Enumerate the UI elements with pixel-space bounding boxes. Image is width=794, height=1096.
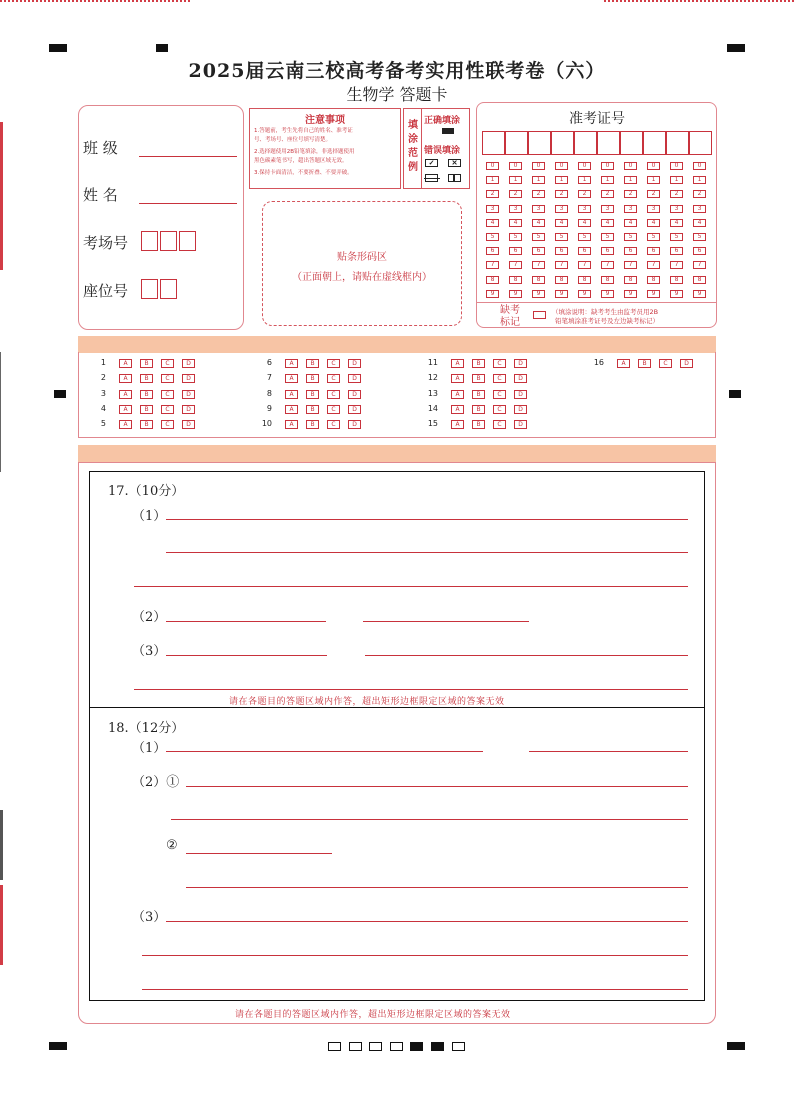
barcode-title: 贴条形码区 bbox=[337, 252, 387, 263]
notice-box bbox=[249, 108, 401, 189]
mc-option-bubble[interactable]: C bbox=[327, 405, 340, 414]
wrong-fill-cross-icon: ✕ bbox=[448, 159, 461, 167]
exam-id-bubble[interactable]: 1 bbox=[693, 176, 706, 184]
q18-sub2b-label: ② bbox=[166, 838, 178, 853]
exam-id-bubble[interactable]: 9 bbox=[555, 290, 568, 298]
wrong-fill-label: 错误填涂 bbox=[424, 146, 461, 156]
exam-id-bubble[interactable]: 6 bbox=[647, 247, 660, 255]
mc-option-bubble[interactable]: C bbox=[493, 374, 506, 383]
mc-question-number: 6 bbox=[266, 358, 272, 367]
q18-sub1-label: （1） bbox=[132, 741, 167, 756]
exam-id-bubble[interactable]: 2 bbox=[693, 190, 706, 198]
name-field[interactable] bbox=[139, 203, 237, 204]
exam-id-bubble[interactable]: 3 bbox=[693, 205, 706, 213]
mc-option-bubble[interactable]: B bbox=[472, 390, 485, 399]
exam-id-bubble[interactable]: 9 bbox=[578, 290, 591, 298]
notice-item: 号、考场号、座位号填写清楚。 bbox=[254, 137, 332, 143]
exam-id-bubble[interactable]: 8 bbox=[624, 276, 637, 284]
exam-id-bubble[interactable]: 6 bbox=[601, 247, 614, 255]
exam-id-bubble[interactable]: 8 bbox=[509, 276, 522, 284]
exam-id-bubble[interactable]: 4 bbox=[532, 219, 545, 227]
exam-id-bubble[interactable]: 1 bbox=[578, 176, 591, 184]
q17-3-line-2[interactable] bbox=[365, 655, 688, 656]
mc-option-bubble[interactable]: D bbox=[348, 405, 361, 414]
exam-id-bubble[interactable]: 7 bbox=[693, 261, 706, 269]
wrong-fill-partial-icon bbox=[448, 174, 461, 182]
exam-id-bubble[interactable]: 6 bbox=[693, 247, 706, 255]
exam-id-bubble[interactable]: 3 bbox=[555, 205, 568, 213]
exam-id-bubble[interactable]: 2 bbox=[601, 190, 614, 198]
exam-id-bubble[interactable]: 7 bbox=[578, 261, 591, 269]
exam-id-bubble[interactable]: 8 bbox=[647, 276, 660, 284]
mc-option-bubble[interactable]: B bbox=[140, 405, 153, 414]
mc-option-bubble[interactable]: B bbox=[306, 420, 319, 429]
mc-option-bubble[interactable]: D bbox=[514, 405, 527, 414]
exam-id-bubble[interactable]: 0 bbox=[647, 162, 660, 170]
exam-id-bubble[interactable]: 0 bbox=[693, 162, 706, 170]
exam-id-bubble[interactable]: 4 bbox=[601, 219, 614, 227]
exam-id-digit-cell[interactable] bbox=[482, 131, 505, 155]
mc-option-bubble[interactable]: A bbox=[285, 405, 298, 414]
exam-id-digit-cell[interactable] bbox=[643, 131, 666, 155]
q17-2-line-1[interactable] bbox=[166, 621, 326, 622]
mc-option-bubble[interactable]: B bbox=[472, 359, 485, 368]
fill-example-box bbox=[403, 108, 470, 189]
mc-option-bubble[interactable]: D bbox=[182, 359, 195, 368]
exam-id-bubble[interactable]: 0 bbox=[532, 162, 545, 170]
mc-option-bubble[interactable]: D bbox=[348, 390, 361, 399]
exam-id-bubble[interactable]: 5 bbox=[647, 233, 660, 241]
mc-option-bubble[interactable]: A bbox=[119, 390, 132, 399]
mc-question-number: 11 bbox=[427, 358, 438, 367]
mc-option-bubble[interactable]: C bbox=[327, 359, 340, 368]
registration-mark-tl bbox=[49, 44, 67, 52]
mc-option-bubble[interactable]: B bbox=[638, 359, 651, 368]
mc-option-bubble[interactable]: D bbox=[348, 359, 361, 368]
mc-question-number: 15 bbox=[427, 419, 438, 429]
mc-option-bubble[interactable]: D bbox=[182, 420, 195, 429]
mc-option-bubble[interactable]: C bbox=[161, 374, 174, 383]
mc-option-bubble[interactable]: D bbox=[514, 420, 527, 429]
mc-question-number: 12 bbox=[427, 373, 438, 383]
registration-mark-bl bbox=[49, 1042, 67, 1050]
q17-1-line-3[interactable] bbox=[134, 586, 688, 587]
exam-id-bubble[interactable]: 5 bbox=[670, 233, 683, 241]
mc-option-bubble[interactable]: A bbox=[451, 405, 464, 414]
registration-mark-tr bbox=[727, 44, 745, 52]
mc-option-bubble[interactable]: B bbox=[306, 359, 319, 368]
exam-id-bubble[interactable]: 2 bbox=[578, 190, 591, 198]
q18-2-line-1[interactable] bbox=[186, 786, 688, 787]
page-indicator-4 bbox=[390, 1042, 403, 1051]
mc-option-bubble[interactable]: C bbox=[493, 390, 506, 399]
exam-id-bubble[interactable]: 2 bbox=[555, 190, 568, 198]
mc-option-bubble[interactable]: C bbox=[161, 420, 174, 429]
exam-id-bubble[interactable]: 9 bbox=[509, 290, 522, 298]
exam-id-bubble[interactable]: 6 bbox=[670, 247, 683, 255]
mc-option-bubble[interactable]: C bbox=[493, 420, 506, 429]
exam-id-bubble[interactable]: 1 bbox=[601, 176, 614, 184]
mc-option-bubble[interactable]: D bbox=[182, 390, 195, 399]
page-indicator-1 bbox=[328, 1042, 341, 1051]
mc-option-bubble[interactable]: A bbox=[119, 405, 132, 414]
exam-id-bubble[interactable]: 4 bbox=[509, 219, 522, 227]
exam-id-bubble[interactable]: 0 bbox=[601, 162, 614, 170]
page-indicator-6 bbox=[431, 1042, 444, 1051]
exam-id-bubble[interactable]: 3 bbox=[532, 205, 545, 213]
barcode-note: （正面朝上，请贴在虚线框内） bbox=[292, 272, 432, 283]
exam-room-label: 考场号 bbox=[83, 234, 129, 252]
exam-id-bubble[interactable]: 4 bbox=[555, 219, 568, 227]
exam-id-bubble[interactable]: 9 bbox=[486, 290, 499, 298]
q18-sub3-label: （3） bbox=[132, 910, 167, 925]
exam-id-bubble[interactable]: 0 bbox=[578, 162, 591, 170]
page-indicator-5 bbox=[410, 1042, 423, 1051]
class-label: 班 级 bbox=[83, 139, 118, 157]
q18-1-line-2[interactable] bbox=[529, 751, 688, 752]
mc-option-bubble[interactable]: A bbox=[285, 359, 298, 368]
mc-option-bubble[interactable]: D bbox=[680, 359, 693, 368]
exam-id-bubble[interactable]: 8 bbox=[601, 276, 614, 284]
exam-id-bubble[interactable]: 0 bbox=[624, 162, 637, 170]
mc-option-bubble[interactable]: C bbox=[493, 405, 506, 414]
page-title: 2025届云南三校高考备考实用性联考卷（六） bbox=[188, 60, 606, 82]
notice-item: 3.保持卡面清洁，不要折叠、不要弄破。 bbox=[254, 170, 353, 176]
exam-id-title: 准考证号 bbox=[569, 111, 625, 127]
exam-room-box-1[interactable] bbox=[141, 231, 158, 251]
exam-id-bubble[interactable]: 6 bbox=[486, 247, 499, 255]
wrong-fill-strike-icon bbox=[425, 174, 438, 182]
q17-warning: 请在各题目的答题区域内作答，超出矩形边框限定区域的答案无效 bbox=[229, 697, 505, 707]
exam-id-bubble[interactable]: 3 bbox=[624, 205, 637, 213]
exam-id-bubble[interactable]: 0 bbox=[670, 162, 683, 170]
mc-option-bubble[interactable]: A bbox=[119, 420, 132, 429]
absent-note-2: 铅笔填涂准考证号及左边缺考标记） bbox=[555, 317, 659, 325]
exam-id-bubble[interactable]: 7 bbox=[509, 261, 522, 269]
mc-question-number: 14 bbox=[427, 403, 438, 413]
exam-id-digit-cell[interactable] bbox=[505, 131, 528, 155]
exam-id-bubble[interactable]: 8 bbox=[693, 276, 706, 284]
mc-option-bubble[interactable]: A bbox=[285, 374, 298, 383]
exam-id-bubble[interactable]: 4 bbox=[486, 219, 499, 227]
exam-id-bubble[interactable]: 7 bbox=[624, 261, 637, 269]
name-label: 姓 名 bbox=[83, 186, 118, 204]
class-field[interactable] bbox=[139, 156, 237, 157]
mc-option-bubble[interactable]: B bbox=[472, 405, 485, 414]
exam-id-bubble[interactable]: 8 bbox=[532, 276, 545, 284]
mc-option-bubble[interactable]: A bbox=[285, 390, 298, 399]
q18-3-line-2[interactable] bbox=[142, 955, 688, 956]
mc-option-bubble[interactable]: D bbox=[514, 359, 527, 368]
exam-id-bubble[interactable]: 0 bbox=[555, 162, 568, 170]
q18-3-line-1[interactable] bbox=[166, 921, 688, 922]
mc-question-number: 16 bbox=[593, 358, 604, 367]
exam-id-bubble[interactable]: 3 bbox=[578, 205, 591, 213]
mc-option-bubble[interactable]: B bbox=[306, 374, 319, 383]
mc-option-bubble[interactable]: A bbox=[451, 420, 464, 429]
exam-id-bubble[interactable]: 1 bbox=[670, 176, 683, 184]
exam-id-bubble[interactable]: 2 bbox=[647, 190, 660, 198]
exam-id-bubble[interactable]: 4 bbox=[624, 219, 637, 227]
mc-option-bubble[interactable]: A bbox=[451, 390, 464, 399]
mc-option-bubble[interactable]: B bbox=[306, 390, 319, 399]
exam-id-bubble[interactable]: 9 bbox=[670, 290, 683, 298]
mc-option-bubble[interactable]: A bbox=[119, 359, 132, 368]
q18-2-line-2[interactable] bbox=[171, 819, 688, 820]
page-indicator-2 bbox=[349, 1042, 362, 1051]
q18-2b-line-2[interactable] bbox=[186, 887, 688, 888]
mc-question-number: 8 bbox=[266, 388, 272, 398]
exam-id-bubble[interactable]: 5 bbox=[601, 233, 614, 241]
absent-label: 缺考标记 bbox=[500, 305, 520, 328]
exam-id-bubble[interactable]: 7 bbox=[486, 261, 499, 269]
exam-id-bubble[interactable]: 3 bbox=[486, 205, 499, 213]
mc-option-bubble[interactable]: D bbox=[514, 390, 527, 399]
mc-question-number: 2 bbox=[100, 373, 106, 383]
absent-note-1: （填涂说明：缺考考生由监考员用2B bbox=[552, 308, 659, 316]
exam-id-bubble[interactable]: 6 bbox=[555, 247, 568, 255]
exam-id-bubble[interactable]: 7 bbox=[601, 261, 614, 269]
exam-id-bubble[interactable]: 1 bbox=[555, 176, 568, 184]
mc-option-bubble[interactable]: D bbox=[514, 374, 527, 383]
exam-id-bubble[interactable]: 6 bbox=[578, 247, 591, 255]
side-red-bar-4 bbox=[0, 885, 3, 965]
correct-fill-label: 正确填涂 bbox=[424, 116, 461, 126]
q18-3-line-3[interactable] bbox=[142, 989, 688, 990]
exam-id-digit-cell[interactable] bbox=[689, 131, 712, 155]
mc-question-number: 5 bbox=[100, 419, 106, 429]
exam-id-bubble[interactable]: 1 bbox=[509, 176, 522, 184]
mc-header-band bbox=[78, 336, 716, 353]
mc-option-bubble[interactable]: B bbox=[140, 374, 153, 383]
exam-id-bubble[interactable]: 1 bbox=[532, 176, 545, 184]
exam-id-bubble[interactable]: 5 bbox=[624, 233, 637, 241]
exam-id-bubble[interactable]: 7 bbox=[532, 261, 545, 269]
exam-id-bubble[interactable]: 9 bbox=[624, 290, 637, 298]
mc-option-bubble[interactable]: D bbox=[348, 420, 361, 429]
mc-option-bubble[interactable]: B bbox=[140, 359, 153, 368]
exam-id-digit-cell[interactable] bbox=[620, 131, 643, 155]
mc-option-bubble[interactable]: C bbox=[327, 374, 340, 383]
page-indicator-7 bbox=[452, 1042, 465, 1051]
mc-option-bubble[interactable]: A bbox=[451, 359, 464, 368]
exam-id-bubble[interactable]: 8 bbox=[578, 276, 591, 284]
exam-id-bubble[interactable]: 2 bbox=[670, 190, 683, 198]
top-dotted-border-right bbox=[604, 0, 794, 2]
mc-option-bubble[interactable]: A bbox=[617, 359, 630, 368]
fill-example-side-label: 填涂范例 bbox=[408, 120, 418, 173]
q18-sub2-label: （2）① bbox=[132, 775, 180, 790]
mc-option-bubble[interactable]: D bbox=[182, 374, 195, 383]
exam-id-bubble[interactable]: 5 bbox=[555, 233, 568, 241]
exam-id-bubble[interactable]: 7 bbox=[555, 261, 568, 269]
q18-warning: 请在各题目的答题区域内作答，超出矩形边框限定区域的答案无效 bbox=[235, 1010, 511, 1020]
q17-1-line-2[interactable] bbox=[166, 552, 688, 553]
q18-title: 18.（12分） bbox=[108, 721, 185, 736]
exam-id-bubble[interactable]: 0 bbox=[509, 162, 522, 170]
mc-option-bubble[interactable]: A bbox=[119, 374, 132, 383]
q17-title: 17.（10分） bbox=[108, 484, 185, 499]
registration-mark-br bbox=[727, 1042, 745, 1050]
top-dotted-border-left bbox=[0, 0, 190, 2]
exam-id-bubble[interactable]: 2 bbox=[532, 190, 545, 198]
seat-label: 座位号 bbox=[83, 282, 129, 300]
mc-option-bubble[interactable]: C bbox=[327, 420, 340, 429]
seat-box-1[interactable] bbox=[141, 279, 158, 299]
mc-question-number: 7 bbox=[266, 373, 272, 383]
mc-option-bubble[interactable]: D bbox=[182, 405, 195, 414]
exam-id-bubble[interactable]: 7 bbox=[647, 261, 660, 269]
mc-option-bubble[interactable]: B bbox=[306, 405, 319, 414]
exam-id-bubble[interactable]: 8 bbox=[486, 276, 499, 284]
exam-id-bubble[interactable]: 9 bbox=[693, 290, 706, 298]
exam-id-bubble[interactable]: 9 bbox=[532, 290, 545, 298]
mc-option-bubble[interactable]: A bbox=[451, 374, 464, 383]
exam-id-bubble[interactable]: 1 bbox=[647, 176, 660, 184]
side-red-bar-2 bbox=[0, 352, 1, 472]
exam-id-bubble[interactable]: 3 bbox=[647, 205, 660, 213]
notice-item: 1.答题前，考生先将自己的姓名、准考证 bbox=[254, 128, 353, 134]
q17-2-line-2[interactable] bbox=[363, 621, 529, 622]
exam-id-bubble[interactable]: 5 bbox=[578, 233, 591, 241]
exam-id-bubble[interactable]: 5 bbox=[509, 233, 522, 241]
mc-option-bubble[interactable]: B bbox=[472, 420, 485, 429]
q17-3-line-3[interactable] bbox=[134, 689, 688, 690]
exam-id-bubble[interactable]: 1 bbox=[486, 176, 499, 184]
exam-id-bubble[interactable]: 8 bbox=[555, 276, 568, 284]
exam-id-bubble[interactable]: 7 bbox=[670, 261, 683, 269]
mc-option-bubble[interactable]: C bbox=[327, 390, 340, 399]
mc-option-bubble[interactable]: A bbox=[285, 420, 298, 429]
page-indicator-3 bbox=[369, 1042, 382, 1051]
exam-id-bubble[interactable]: 4 bbox=[670, 219, 683, 227]
mc-question-number: 10 bbox=[261, 419, 272, 429]
notice-item: 2.选择题使用2B铅笔填涂，非选择题使用 bbox=[254, 149, 355, 155]
exam-room-box-2[interactable] bbox=[160, 231, 177, 251]
mc-option-bubble[interactable]: C bbox=[161, 390, 174, 399]
mc-question-number: 4 bbox=[100, 403, 106, 413]
registration-mark-ml bbox=[54, 390, 66, 398]
correct-fill-sample bbox=[442, 128, 454, 134]
exam-id-bubble[interactable]: 8 bbox=[670, 276, 683, 284]
notice-title: 注意事项 bbox=[305, 115, 345, 126]
exam-id-bubble[interactable]: 2 bbox=[509, 190, 522, 198]
exam-id-bubble[interactable]: 5 bbox=[532, 233, 545, 241]
exam-id-bubble[interactable]: 9 bbox=[601, 290, 614, 298]
absent-checkbox[interactable] bbox=[533, 311, 546, 319]
wrong-fill-check-icon: ✓ bbox=[425, 159, 438, 167]
mc-question-number: 1 bbox=[100, 358, 106, 367]
exam-id-bubble[interactable]: 4 bbox=[647, 219, 660, 227]
exam-id-bubble[interactable]: 2 bbox=[624, 190, 637, 198]
mc-option-bubble[interactable]: C bbox=[161, 359, 174, 368]
registration-mark-mr bbox=[729, 390, 741, 398]
mc-option-bubble[interactable]: C bbox=[493, 359, 506, 368]
question-divider bbox=[89, 707, 705, 708]
registration-mark-tc bbox=[156, 44, 168, 52]
mc-option-bubble[interactable]: B bbox=[140, 390, 153, 399]
mc-option-bubble[interactable]: C bbox=[161, 405, 174, 414]
exam-id-bubble[interactable]: 6 bbox=[624, 247, 637, 255]
q18-1-line-1[interactable] bbox=[166, 751, 483, 752]
side-red-bar-1 bbox=[0, 122, 3, 270]
exam-id-bubble[interactable]: 4 bbox=[693, 219, 706, 227]
exam-id-digit-cell[interactable] bbox=[551, 131, 574, 155]
exam-id-bubble[interactable]: 6 bbox=[509, 247, 522, 255]
notice-item: 黑色碳素笔书写，超出答题区域无效。 bbox=[254, 158, 348, 164]
q18-2b-line-1[interactable] bbox=[186, 853, 332, 854]
exam-id-bubble[interactable]: 5 bbox=[693, 233, 706, 241]
seat-box-2[interactable] bbox=[160, 279, 177, 299]
exam-id-bubble[interactable]: 3 bbox=[670, 205, 683, 213]
exam-id-bubble[interactable]: 0 bbox=[486, 162, 499, 170]
side-red-bar-3 bbox=[0, 810, 3, 880]
exam-id-bubble[interactable]: 3 bbox=[509, 205, 522, 213]
exam-id-digit-cell[interactable] bbox=[597, 131, 620, 155]
exam-id-bubble[interactable]: 3 bbox=[601, 205, 614, 213]
q17-3-line-1[interactable] bbox=[166, 655, 327, 656]
exam-id-bubble[interactable]: 5 bbox=[486, 233, 499, 241]
q17-sub1-label: （1） bbox=[132, 509, 167, 524]
mc-question-number: 3 bbox=[100, 388, 106, 398]
exam-room-box-3[interactable] bbox=[179, 231, 196, 251]
q17-sub2-label: （2） bbox=[132, 610, 167, 625]
mc-question-number: 13 bbox=[427, 388, 438, 398]
q17-1-line-1[interactable] bbox=[166, 519, 688, 520]
exam-id-digit-cell[interactable] bbox=[528, 131, 551, 155]
mc-option-bubble[interactable]: B bbox=[472, 374, 485, 383]
mc-option-bubble[interactable]: D bbox=[348, 374, 361, 383]
exam-id-digit-cell[interactable] bbox=[666, 131, 689, 155]
exam-id-bubble[interactable]: 9 bbox=[647, 290, 660, 298]
exam-id-bubble[interactable]: 4 bbox=[578, 219, 591, 227]
exam-id-bubble[interactable]: 2 bbox=[486, 190, 499, 198]
exam-id-digit-cell[interactable] bbox=[574, 131, 597, 155]
mc-option-bubble[interactable]: B bbox=[140, 420, 153, 429]
q17-sub3-label: （3） bbox=[132, 644, 167, 659]
page-subtitle: 生物学 答题卡 bbox=[346, 85, 448, 104]
barcode-area bbox=[262, 201, 462, 326]
answer-header-band bbox=[78, 445, 716, 462]
mc-question-number: 9 bbox=[266, 403, 272, 413]
exam-id-bubble[interactable]: 6 bbox=[532, 247, 545, 255]
exam-id-bubble[interactable]: 1 bbox=[624, 176, 637, 184]
mc-option-bubble[interactable]: C bbox=[659, 359, 672, 368]
